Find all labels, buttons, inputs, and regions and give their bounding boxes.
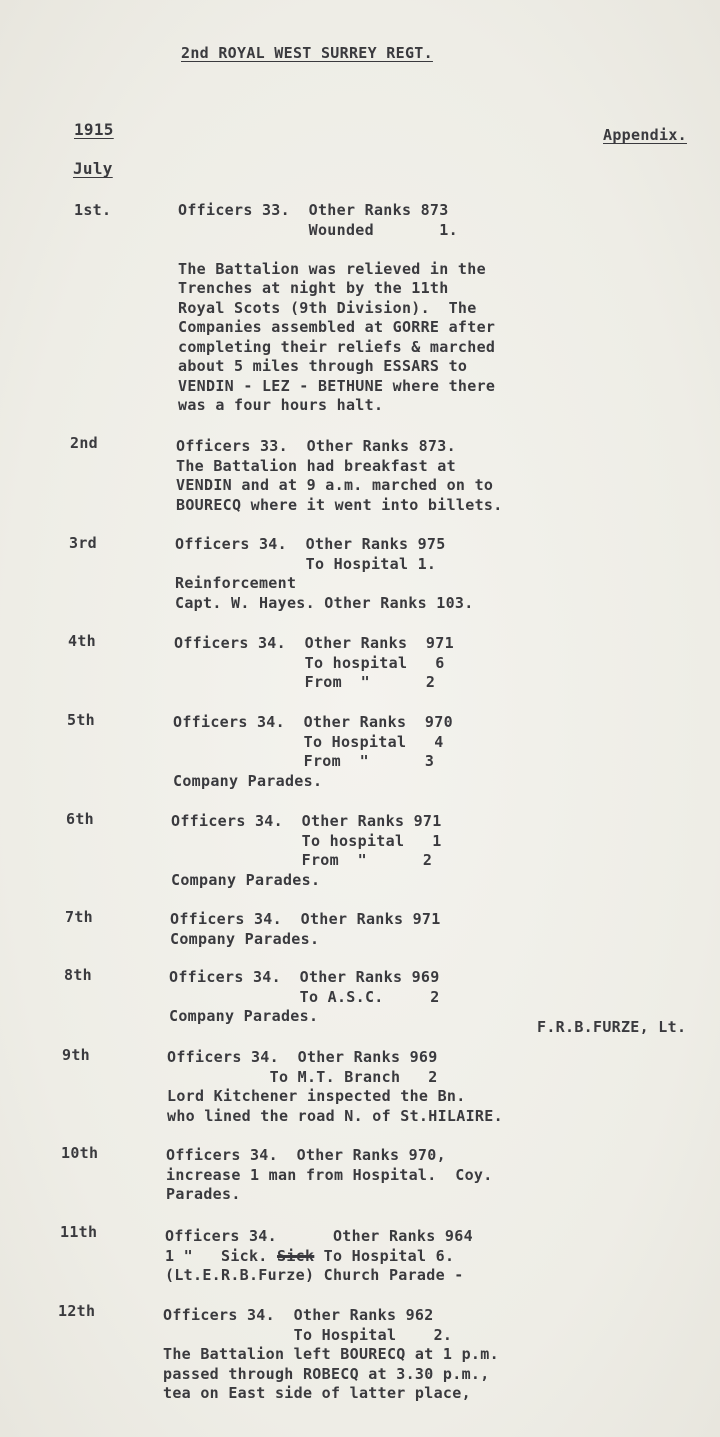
entry-line: Company Parades. [169, 1007, 319, 1025]
entry-date: 6th [66, 810, 94, 828]
entry-line: Wounded 1. [178, 220, 458, 239]
entry-line: Officers 34. Other Ranks 975 [175, 535, 446, 553]
entry-line: BOURECQ where it went into billets. [176, 495, 503, 514]
entry-body [173, 713, 453, 791]
entry-body [176, 437, 503, 515]
entry-line: Officers 34. Other Ranks 969 [169, 968, 440, 986]
entry-date: 3rd [69, 534, 97, 552]
entry-line: Trenches at night by the 11th [178, 279, 449, 297]
entry-line: Lord Kitchener inspected the Bn. [167, 1087, 466, 1105]
entry-line: passed through ROBECQ at 3.30 p.m., [163, 1364, 490, 1383]
entry-line: To Hospital 4 [173, 732, 444, 751]
entry-line: tea on East side of latter place, [163, 1384, 471, 1402]
entry-line: From " 3 [173, 752, 435, 770]
entry-line [178, 240, 495, 260]
entry-line: Officers 34. Other Ranks 969 [167, 1048, 438, 1066]
entry-body [169, 968, 440, 1027]
entry-body [171, 812, 442, 890]
page-title: 2nd ROYAL WEST SURREY REGT. [181, 44, 433, 62]
entry-date: 10th [61, 1144, 99, 1162]
entry-line: Capt. W. Hayes. Other Ranks 103. [175, 593, 474, 612]
entry-date: 7th [65, 908, 93, 926]
entry-line: Company Parades. [171, 870, 321, 889]
entry-body [170, 910, 441, 949]
entry-line: Officers 34. Other Ranks 962 [163, 1306, 434, 1324]
entry-line: Officers 33. Other Ranks 873. [176, 437, 456, 455]
entry-line: Officers 34. Other Ranks 971 [171, 812, 442, 830]
entry-line: The Battalion had breakfast at [176, 456, 456, 475]
entry-line: Parades. [166, 1185, 241, 1203]
entry-line: Company Parades. [170, 929, 320, 948]
signature-initials: F.R.B.FURZE, Lt. [537, 1018, 687, 1036]
month-heading: July [73, 159, 113, 178]
entry-body [175, 535, 474, 613]
entry-line: Reinforcement [175, 574, 297, 592]
entry-date: 11th [60, 1223, 98, 1241]
entry-line: Officers 34. Other Ranks 971 [170, 910, 441, 928]
entry-line: To A.S.C. 2 [169, 987, 440, 1006]
entry-line: increase 1 man from Hospital. Coy. [166, 1165, 493, 1184]
entry-date: 1st. [74, 201, 112, 219]
year-heading: 1915 [74, 120, 114, 139]
appendix-label: Appendix. [603, 126, 687, 144]
entry-line: From " 2 [171, 851, 433, 869]
entry-line: who lined the road N. of St.HILAIRE. [167, 1106, 503, 1125]
entry-date: 5th [67, 711, 95, 729]
entry-line: The Battalion left BOURECQ at 1 p.m. [163, 1345, 499, 1363]
entry-line: was a four hours halt. [178, 396, 384, 414]
entry-line: Officers 34. Other Ranks 964 [165, 1227, 473, 1245]
struck-word: Sick [276, 1246, 315, 1265]
entry-line: To hospital 6 [174, 653, 445, 672]
entry-line: From " 2 [174, 673, 436, 691]
entry-body [178, 201, 495, 416]
entry-line: Officers 34. Other Ranks 971 [174, 634, 454, 652]
entry-line: To Hospital 1. [175, 554, 437, 573]
entry-line: To Hospital 2. [163, 1325, 453, 1344]
entry-line: Company Parades. [173, 771, 323, 790]
entry-body [174, 634, 454, 693]
entry-line: Officers 33. Other Ranks 873 [178, 201, 449, 219]
entry-line: (Lt.E.R.B.Furze) Church Parade - [165, 1266, 464, 1284]
entry-line: VENDIN and at 9 a.m. marched on to [176, 476, 494, 494]
entry-line: To M.T. Branch 2 [167, 1067, 438, 1086]
entry-line: VENDIN - LEZ - BETHUNE where there [178, 376, 496, 395]
entry-date: 8th [64, 966, 92, 984]
entry-line: Officers 34. Other Ranks 970 [173, 713, 453, 731]
entry-line: Royal Scots (9th Division). The [178, 298, 477, 317]
entry-line: completing their reliefs & marched [178, 337, 496, 356]
entry-line: Officers 34. Other Ranks 970, [166, 1146, 446, 1164]
entry-line: To hospital 1 [171, 831, 442, 850]
entry-date: 4th [68, 632, 96, 650]
entry-date: 9th [62, 1046, 90, 1064]
entry-body [165, 1227, 473, 1286]
entry-line: Companies assembled at GORRE after [178, 318, 496, 336]
entry-date: 12th [58, 1302, 96, 1320]
entry-body [166, 1146, 493, 1205]
entry-line: 1 " Sick. Sick To Hospital 6. [165, 1246, 455, 1265]
entry-body [163, 1306, 499, 1404]
entry-body [167, 1048, 503, 1126]
entry-line: about 5 miles through ESSARS to [178, 357, 468, 375]
entry-date: 2nd [70, 434, 98, 452]
entry-line: The Battalion was relieved in the [178, 259, 486, 278]
